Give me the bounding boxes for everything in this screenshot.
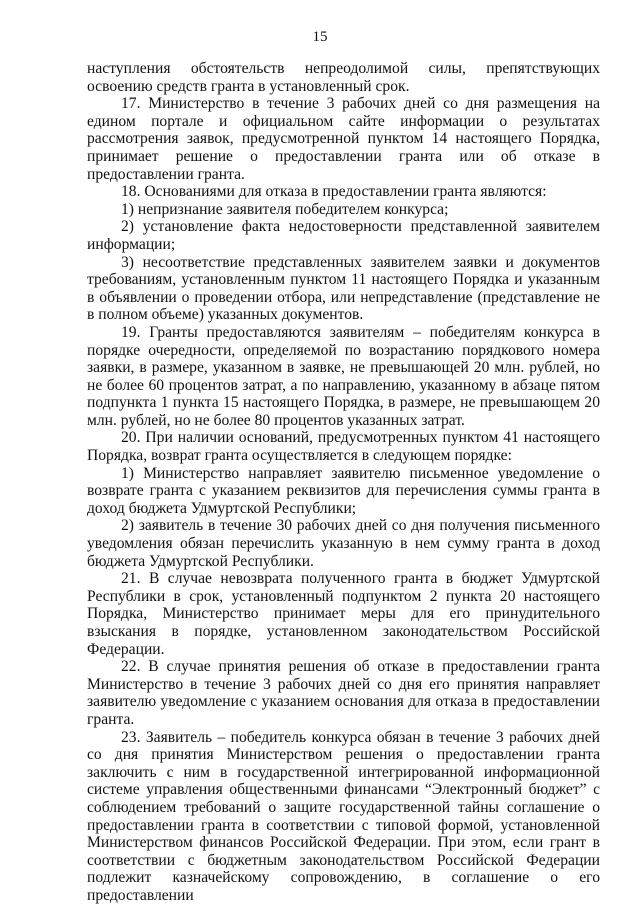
paragraph-21: 21. В случае невозврата полученного гранта в бюджет Удмуртской Республики в срок, установленный подпунктом 2 пункта 20 настоящего Порядка, Министерство принимает меры для его принудительного взыскания в порядке, установленном законодательством Российской Федерации.	[87, 570, 600, 658]
paragraph-18: 18. Основаниями для отказа в предоставлении гранта являются:	[121, 183, 547, 201]
document-body	[87, 60, 600, 905]
paragraph-17: 17. Министерство в течение 3 рабочих дней со дня размещения на едином портале и официальном сайте информации о результатах рассмотрения заявок, предусмотренной пунктом 14 настоящего Порядка, принимает решение о предоставлении гранта или об отказе в предоставлении гранта.	[87, 95, 600, 183]
paragraph-20-item-1: 1) Министерство направляет заявителю письменное уведомление о возврате гранта с указанием реквизитов для перечисления суммы гранта в доход бюджета Удмуртской Республики;	[87, 464, 600, 517]
paragraph-19: 19. Гранты предоставляются заявителям – победителям конкурса в порядке очередности, определяемой по возрастанию порядкового номера заявки, в размере, указанном в заявке, не превышающей 20 млн. рублей, но не более 60 процентов затрат, а по направлению, указанному в абзаце пятом подпункта 1 пункта 15 настоящего Порядка, в размере, не превышающем 20 млн. рублей, но не более 80 процентов указанных затрат.	[87, 323, 600, 429]
paragraph-20-item-2: 2) заявитель в течение 30 рабочих дней со дня получения письменного уведомления обязан перечислить указанную в нем сумму гранта в доход бюджета Удмуртской Республики.	[87, 517, 600, 570]
paragraph-20: 20. При наличии оснований, предусмотренных пунктом 41 настоящего Порядка, возврат гранта осуществляется в следующем порядке:	[87, 429, 600, 465]
paragraph-18-item-3: 3) несоответствие представленных заявителем заявки и документов требованиям, установленным пунктом 11 настоящего Порядка и указанным в объявлении о проведении отбора, или непредставление (представление не в полном объеме) указанных документов.	[87, 253, 600, 324]
page-number: 15	[312, 29, 328, 45]
paragraph-continuation: наступления обстоятельств непреодолимой силы, препятствующих освоению средств гранта в установленный срок.	[87, 60, 600, 95]
paragraph-18-item-2: 2) установление факта недостоверности представленной заявителем информации;	[87, 218, 600, 253]
paragraph-18-item-1: 1) непризнание заявителя победителем конкурса;	[121, 200, 449, 218]
paragraph-22: 22. В случае принятия решения об отказе в предоставлении гранта Министерство в течение 3 рабочих дней со дня его принятия направляет заявителю уведомление с указанием основания для отказа в предоставлении гранта.	[87, 658, 600, 728]
paragraph-23: 23. Заявитель – победитель конкурса обязан в течение 3 рабочих дней со дня принятия Министерством решения о предоставлении гранта заключить с ним в государственной интегрированной информационной системе управления общественными финансами “Электронный бюджет” с соблюдением требований о защите государственной тайны соглашение о предоставлении гранта в соответствии с типовой формой, установленной Министерством финансов Российской Федерации. При этом, если грант в соответствии с бюджетным законодательством Российской Федерации подлежит казначейскому сопровождению, в соглашение о его предоставлении	[87, 728, 600, 904]
